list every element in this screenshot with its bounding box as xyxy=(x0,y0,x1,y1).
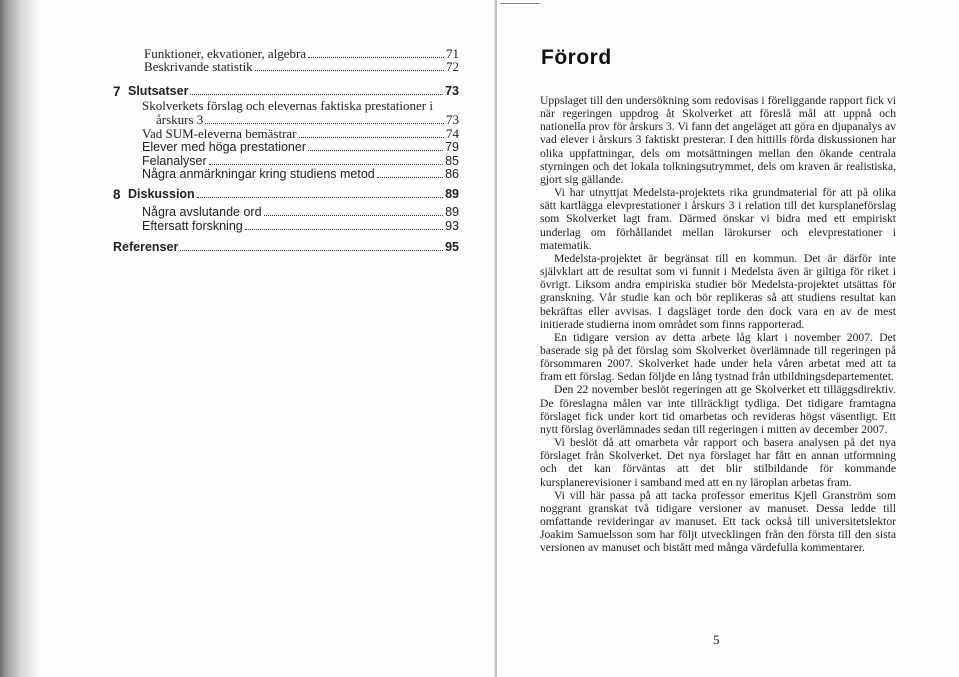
toc-chapter-page: 95 xyxy=(445,240,459,254)
toc-leader xyxy=(308,149,443,151)
toc-chapter-title: Slutsatser xyxy=(128,84,189,98)
foreword-body xyxy=(540,94,896,554)
paragraph: Vi vill här passa på att tacka professor emeritus Kjell Granström som noggrant granskat två tidigare versioner av manuset. Dessa ledde till omfattande revideringar av manuset. Ett tack också till universitetslektor Joakim Samuelsson som har följt utvecklingen från den första till den sista versionen av manuset och bistått med många värdefulla kommentarer. xyxy=(540,488,896,555)
toc-entry xyxy=(142,219,459,233)
toc-entry-title: Beskrivande statistik xyxy=(144,59,253,74)
toc-entry-page: 93 xyxy=(445,219,459,233)
toc-leader xyxy=(264,214,444,216)
toc-chapter xyxy=(128,187,459,201)
chapter-number: 7 xyxy=(113,84,121,99)
toc-entry-title: Felanalyser xyxy=(142,154,207,168)
toc-entry-title: Några avslutande ord xyxy=(142,205,262,219)
toc-entry-title: Eftersatt forskning xyxy=(142,219,243,233)
toc-entry-title: årskurs 3 xyxy=(156,112,204,127)
paragraph: Vi har utnyttjat Medelsta-projektets rika grundmaterial för att på olika sätt kartlägga elevprestationer i årskurs 3 i relation till det kursplaneförslag som Skolverket lagt fram. Därmed önskar vi bidra med ett empiriskt underlag om förhållandet mellan lärokurser och elevprestationer i matematik. xyxy=(540,186,896,252)
toc-entry-page: 73 xyxy=(446,112,459,127)
toc-chapter xyxy=(128,84,459,98)
paragraph: En tidigare version av detta arbete låg klart i november 2007. Det baserade sig på det förslag som Skolverket överlämnade till regeringen på försommaren 2007. Skolverket hade under hela våren arbetat med att ta fram ett förslag. Sedan följde en lång tystnad från utbildningsdepartementet. xyxy=(540,330,896,384)
toc-entry-title: Vad SUM-eleverna bemästrar xyxy=(142,126,297,141)
toc-entry xyxy=(144,59,459,75)
toc-chapter-title: Diskussion xyxy=(128,187,195,201)
toc-leader xyxy=(308,56,444,58)
toc-chapter-page: 89 xyxy=(445,187,459,201)
toc-leader xyxy=(245,228,443,230)
toc-leader xyxy=(180,249,443,251)
paragraph: Den 22 november beslöt regeringen att ge Skolverket ett tilläggsdirektiv. De föreslagna målen var inte tillräckligt tydliga. Det tidigare framtagna förslaget fick under kort tid omarbetas och revideras högst väsentligt. Ett nytt förslag överlämnades sedan till regeringen i mitten av december 2007. xyxy=(540,383,896,436)
paragraph: Vi beslöt då att omarbeta vår rapport och basera analysen på det nya förslaget från Skolverket. Det nya förslaget har fått en annan utformning och det kan förväntas att det blir stilbildande för kommande kursplanerevisioner i samband med att en ny läroplan arbetas fram. xyxy=(540,436,896,489)
chapter-number: 8 xyxy=(113,187,121,202)
toc-leader xyxy=(209,163,443,165)
toc-entry xyxy=(142,140,459,154)
paragraph: Uppslaget till den undersökning som redovisas i föreliggande rapport fick vi när regeringen uppdrog åt Skolverket att föreslå mål att uppnå och nationella prov för årskurs 3. Vi fann det angeläget att göra en djupanalys av vad elever i årskurs 3 faktiskt presterar. I den hittills förda diskussionen har olika uppfattningar, dels om motsättningen mellan den ökande centrala styrningen och det lokala tolkningsutrymmet, dels om kraven är realistiska, gjort sig gällande. xyxy=(540,94,896,186)
toc-chapter-page: 73 xyxy=(445,84,459,98)
toc-entry xyxy=(142,205,459,219)
toc-chapter-title: Referenser xyxy=(113,240,179,254)
toc-entry-title: Elever med höga prestationer xyxy=(142,140,306,154)
toc-leader xyxy=(190,93,443,95)
toc-entry-page: 89 xyxy=(445,205,459,219)
toc-entry-page: 85 xyxy=(445,154,459,168)
toc-entry-page: 86 xyxy=(445,167,459,181)
toc-leader xyxy=(377,176,443,178)
toc-entry-page: 72 xyxy=(446,59,459,74)
crop-mark xyxy=(500,3,540,4)
toc-leader xyxy=(299,136,445,138)
page-title: Förord xyxy=(541,46,612,69)
toc-entry-title: Funktioner, ekvationer, algebra xyxy=(144,46,307,61)
toc-entry xyxy=(142,167,459,181)
toc-chapter xyxy=(113,240,459,254)
toc-leader xyxy=(205,122,444,124)
toc-leader xyxy=(255,69,444,71)
page-edge-shadow xyxy=(0,0,40,677)
toc-entry-title: Några anmärkningar kring studiens metod xyxy=(142,167,375,181)
toc-entry-page: 71 xyxy=(446,46,459,61)
toc-entry-title: Skolverkets förslag och elevernas faktiska prestationer i xyxy=(142,98,433,113)
page-number: 5 xyxy=(713,632,720,647)
toc-entry-page: 74 xyxy=(446,126,459,141)
toc-entry xyxy=(142,154,459,168)
paragraph: Medelsta-projektet är begränsat till en kommun. Det är därför inte självklart att de resultat som vi funnit i Medelsta även är giltiga för riket i övrigt. Liksom andra empiriska studier bör Medelsta-projektet utsättas för granskning. Vår studie kan och bör replikeras så att studiens resultat kan bekräftas eller avvisas. I dagsläget torde den dock vara en av de mest initierade studierna inom området som finns rapporterad. xyxy=(540,251,896,331)
toc-leader xyxy=(197,196,443,198)
toc-entry-page: 79 xyxy=(445,140,459,154)
